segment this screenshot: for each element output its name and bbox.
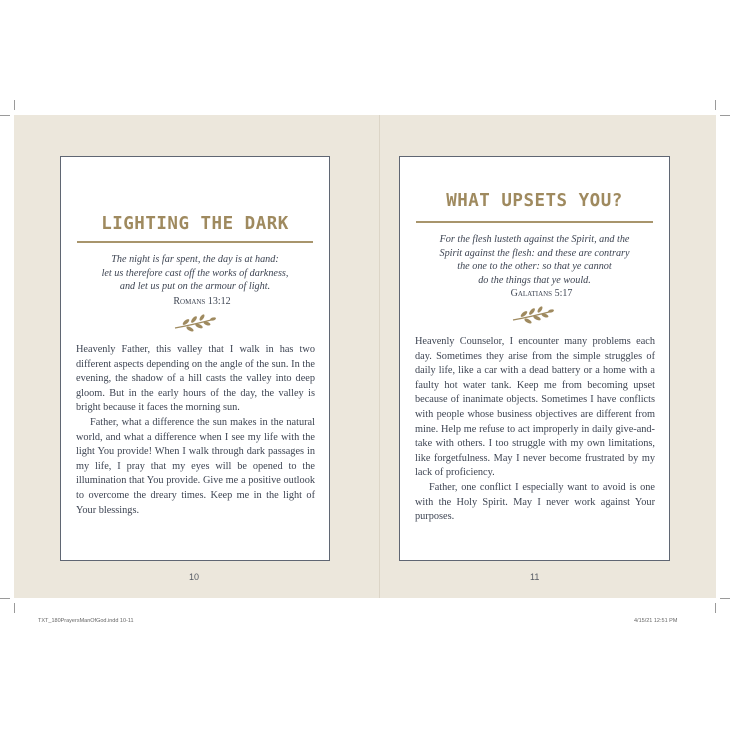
prayer-paragraph: Father, one conflict I especially want to avoid is one with the Holy Spirit. May I never work against Your purposes.: [415, 481, 655, 523]
verse-line: For the flesh lusteth against the Spirit, and the: [439, 234, 630, 245]
crop-mark: [715, 100, 716, 110]
prayer-text: [415, 335, 655, 525]
right-page: [399, 156, 670, 561]
page-title: WHAT UPSETS YOU?: [446, 191, 623, 211]
spine-line: [379, 115, 380, 598]
verse-line: do the things that ye would.: [478, 274, 591, 286]
crop-mark: [720, 115, 730, 116]
crop-mark: [14, 603, 15, 613]
scripture-verse: [414, 233, 655, 287]
left-page: [60, 156, 330, 561]
prayer-text: [76, 343, 315, 518]
verse-line: let us therefore cast off the works of darkness,: [101, 267, 289, 279]
laurel-sprig-icon: [510, 305, 556, 327]
scripture-reference: Galatians 5:17: [510, 288, 573, 299]
title-rule: [77, 241, 313, 243]
prayer-paragraph: Heavenly Counselor, I encounter many problems each day. Sometimes they arise from the simple struggles of daily life, like a car with a dead battery or a home with a faulty hot water tank. Keep me from becoming upset because of inanimate objects. Sometimes I have conflicts with people whose business objectives are different from mine. Help me refuse to act improperly in daily give-and-take with others. I too struggle with my own limitations, like forgetfulness. May I never become frustrated by my lack of proficiency.: [415, 336, 655, 479]
slug-timestamp: 4/15/21 12:51 PM: [634, 618, 678, 624]
scripture-reference: Romans 13:12: [173, 296, 231, 307]
verse-line: and let us put on the armour of light.: [119, 281, 271, 292]
prayer-paragraph: Father, what a difference the sun makes in the natural world, and what a difference when I see my life with the light You provide! When I walk through dark passages in my life, I pray that my eyes will be opened to the illumination that You provide. Give me a positive outlook to overcome the dreary times. Keep me in the light of Your blessings.: [76, 416, 315, 516]
crop-mark: [0, 598, 10, 599]
scripture-verse: [75, 253, 315, 294]
verse-line: The night is far spent, the day is at hand:: [111, 254, 279, 265]
crop-mark: [14, 100, 15, 110]
verse-line: the one to the other: so that ye cannot: [457, 261, 612, 272]
page-title: LIGHTING THE DARK: [101, 214, 289, 234]
slug-filename: TXT_180PrayersManOfGod.indd 10-11: [38, 618, 134, 624]
title-rule: [416, 221, 653, 223]
crop-mark: [715, 603, 716, 613]
crop-mark: [0, 115, 10, 116]
prayer-paragraph: Heavenly Father, this valley that I walk in has two different aspects depending on the angle of the sun. In the evening, the shadow of a hill casts the valley into deep gloom. But in the early hours of the day, the valley is bright because it faces the morning sun.: [76, 344, 315, 414]
verse-line: Spirit against the flesh: and these are contrary: [439, 247, 630, 259]
page-number: 11: [530, 572, 540, 582]
laurel-sprig-icon: [172, 313, 218, 335]
crop-mark: [720, 598, 730, 599]
page-number: 10: [189, 572, 200, 582]
